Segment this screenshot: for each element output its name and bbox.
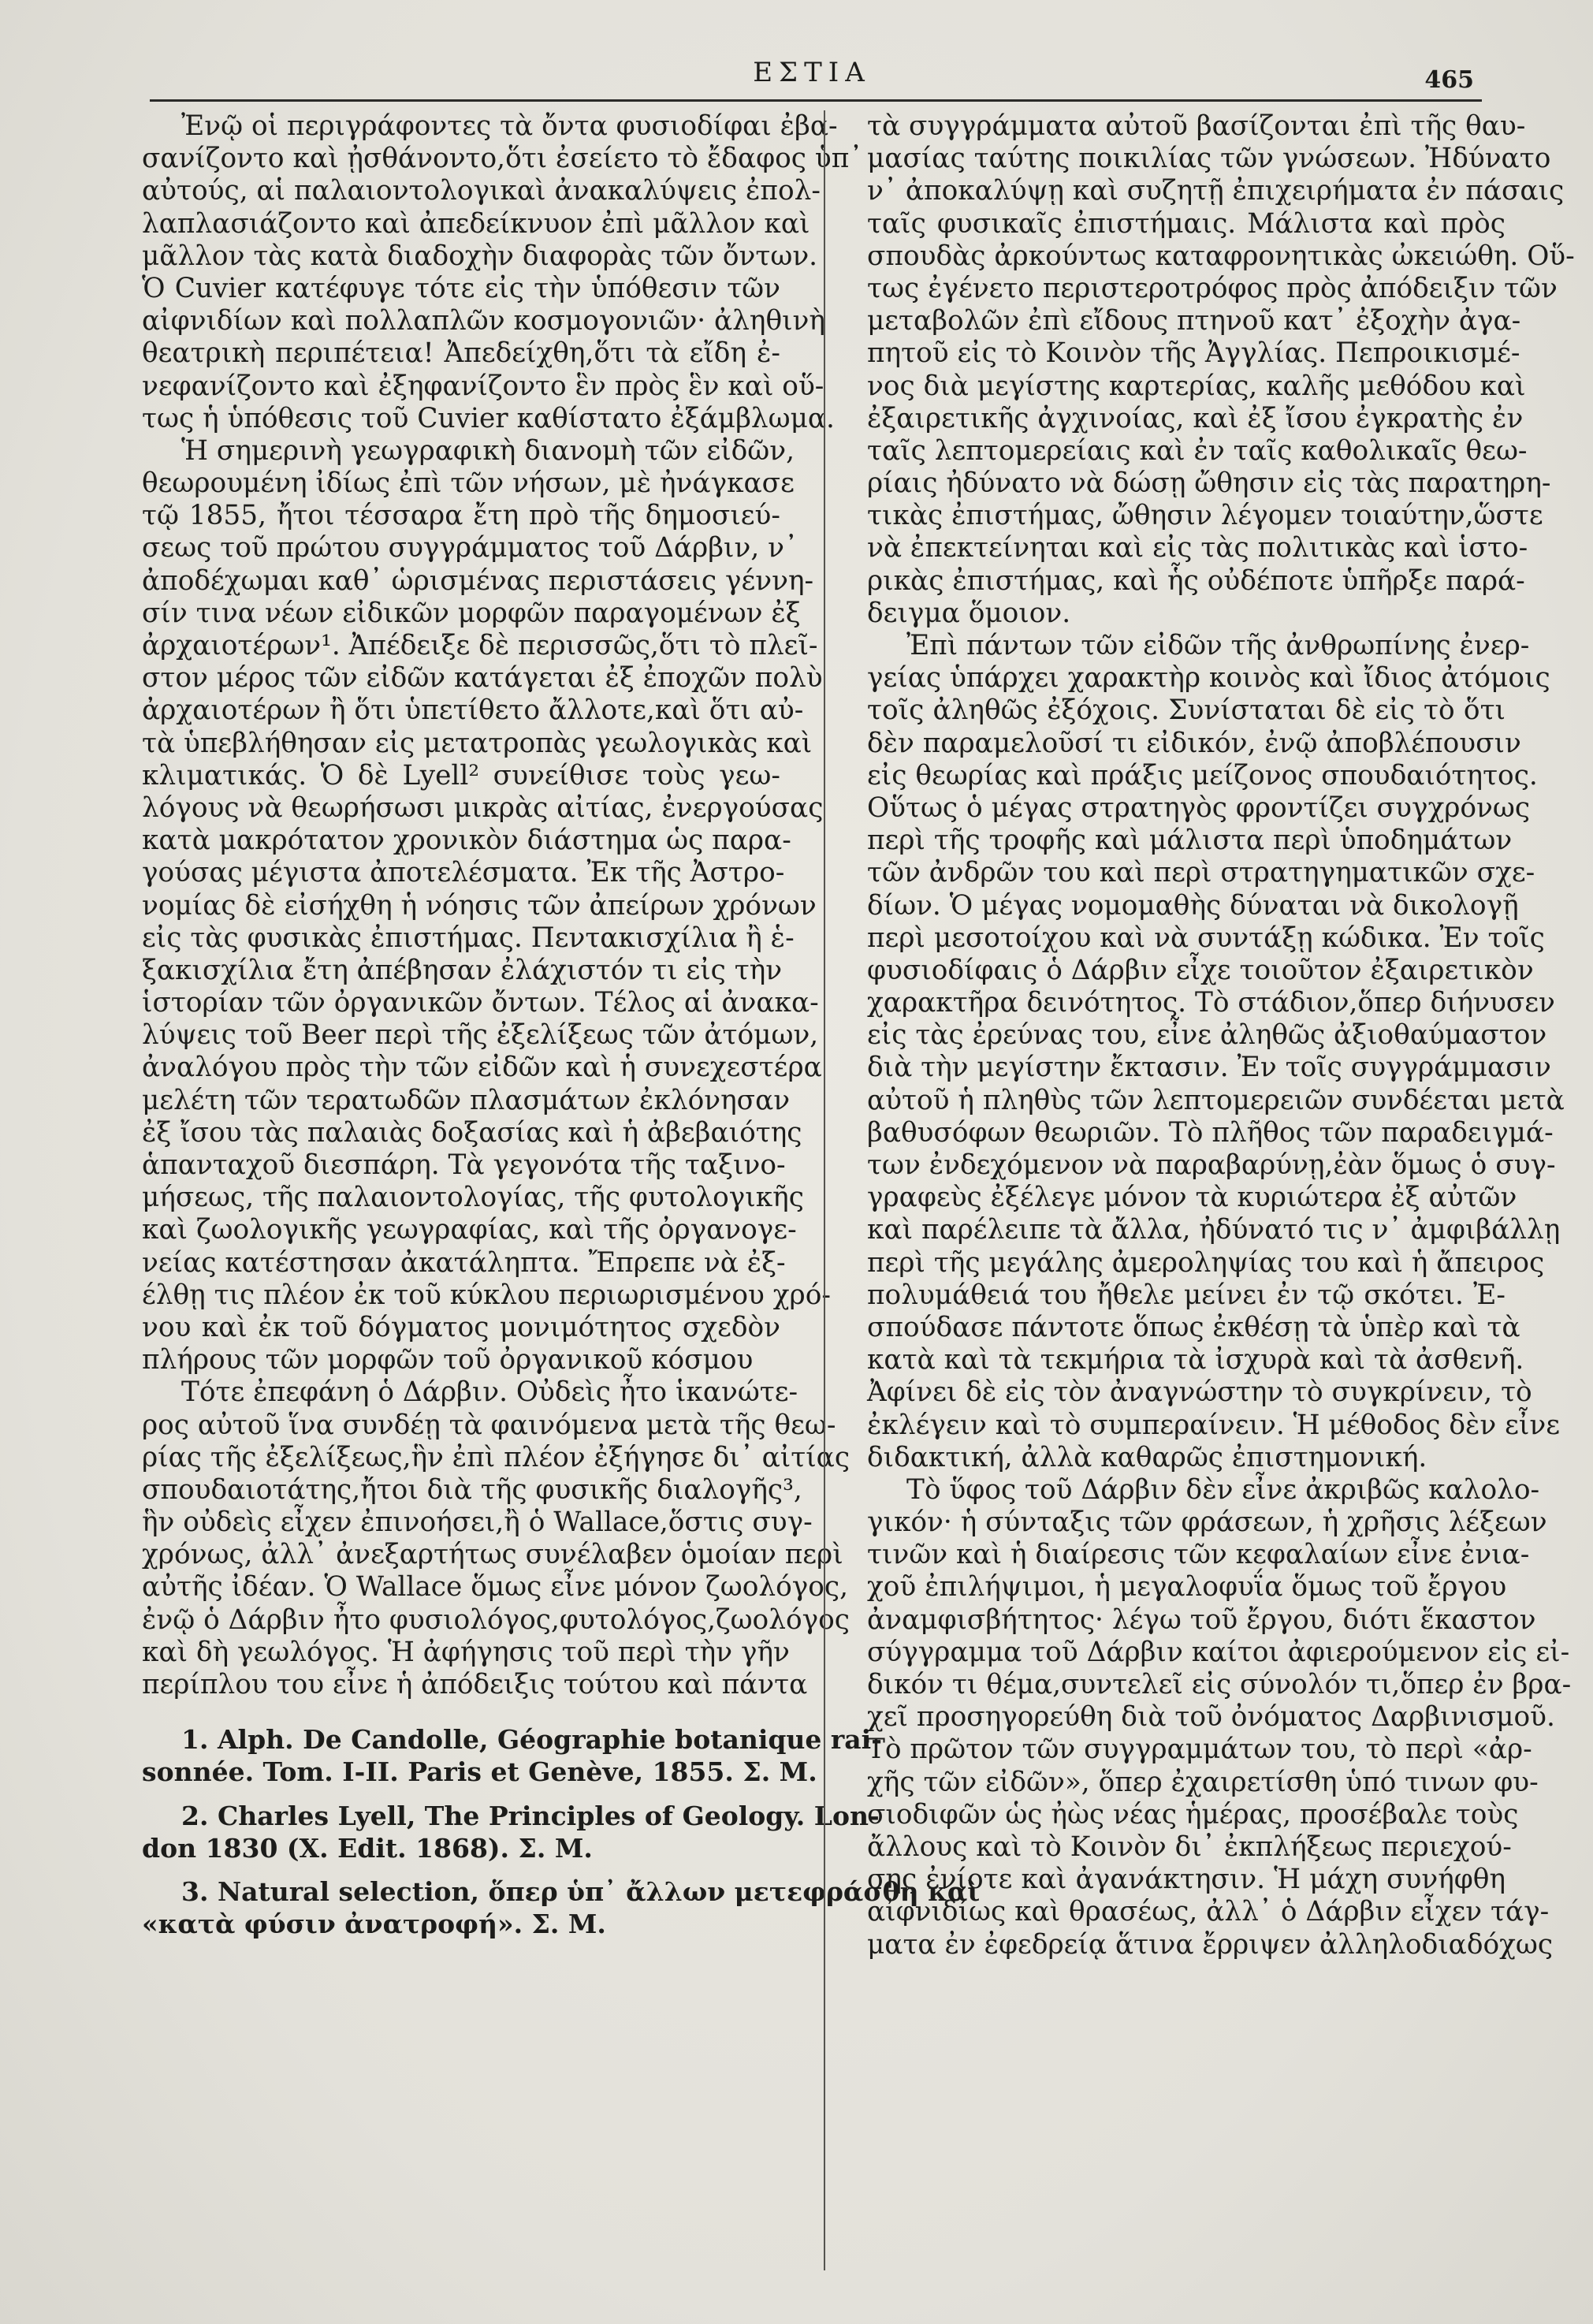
text-line: Ἐνῷ οἱ περιγράφοντες τὰ ὄντα φυσιοδίφαι ἐβα- (181, 110, 838, 142)
text-line: ἄλλους καὶ τὸ Κοινὸν δι᾿ ἐκπλήξεως περιεχού- (867, 1831, 1512, 1863)
text-line: Ἀφίνει δὲ εἰς τὸν ἀναγνώστην τὸ συγκρίνειν, τὸ (867, 1376, 1532, 1409)
text-line: ἣν οὐδεὶς εἶχεν ἐπινοήσει,ἢ ὁ Wallace,ὅστις συγ- (142, 1507, 813, 1539)
text-line: περὶ μεσοτοίχου καὶ νὰ συντάξῃ κώδικα. Ἐν τοῖς (867, 922, 1545, 954)
footnote-line: 1. Alph. De Candolle, Géographie botanique rai- (181, 1724, 882, 1756)
text-line: νεφανίζοντο καὶ ἐξηφανίζοντο ἓν πρὸς ἓν καὶ οὕ- (142, 370, 824, 402)
text-line: χρόνως, ἀλλ᾿ ἀνεξαρτήτως συνέλαβεν ὁμοίαν περὶ (142, 1539, 843, 1571)
footnote-line: sonnée. Tom. I-II. Paris et Genève, 1855. Σ. Μ. (142, 1756, 817, 1788)
text-line: περίπλου του εἶνε ἡ ἀπόδειξις τούτου καὶ πάντα (142, 1669, 808, 1700)
text-line: ματα ἐν ἐφεδρείᾳ ἅτινα ἔρριψεν ἀλληλοδιαδόχως (867, 1928, 1554, 1961)
footnote-line: 3. Natural selection, ὅπερ ὑπ᾿ ἄλλων μετεφράσθη καὶ (181, 1876, 981, 1907)
text-line: νὰ ἐπεκτείνηται καὶ εἰς τὰς πολιτικὰς καὶ ἱστο- (867, 532, 1528, 564)
text-line: των ἐνδεχόμενον νὰ παραβαρύνῃ,ἐὰν ὅμως ὁ συγ- (867, 1149, 1556, 1181)
text-line: τὰ ὑπεβλήθησαν εἰς μετατροπὰς γεωλογικὰς καὶ (142, 727, 813, 759)
text-line: κατὰ μακρότατον χρονικὸν διάστημα ὡς παρα- (142, 825, 791, 857)
text-line: αἰφνιδίων καὶ πολλαπλῶν κοσμογονιῶν· ἀληθινὴ (142, 305, 825, 337)
text-line: τως ἡ ὑπόθεσις τοῦ Cuvier καθίστατο ἐξάμβλωμα. (142, 402, 835, 434)
text-line: νου καὶ ἐκ τοῦ δόγματος μονιμότητος σχεδὸν (142, 1311, 780, 1343)
text-line: λόγους νὰ θεωρήσωσι μικρὰς αἰτίας, ἐνεργούσας (142, 791, 824, 824)
text-line: ἀναμφισβήτητος· λέγω τοῦ ἔργου, διότι ἕκαστον (867, 1603, 1536, 1636)
text-line: μεταβολῶν ἐπὶ εἴδους πτηνοῦ κατ᾿ ἐξοχὴν ἀγα- (867, 305, 1521, 337)
text-line: πλήρους τῶν μορφῶν τοῦ ὀργανικοῦ κόσμου (142, 1344, 754, 1376)
text-line: σπουδὰς ἀρκούντως καταφρονητικὰς ὠκειώθη. Οὕ- (867, 240, 1575, 272)
text-line: τινῶν καὶ ἡ διαίρεσις τῶν κεφαλαίων εἶνε ἐνια- (867, 1539, 1530, 1571)
text-line: κατὰ καὶ τὰ τεκμήρια τὰ ἰσχυρὰ καὶ τὰ ἀσθενῆ. (867, 1344, 1524, 1376)
text-line: αἰφνιδίως καὶ θρασέως, ἀλλ᾿ ὁ Δάρβιν εἶχεν τάγ- (867, 1896, 1550, 1928)
text-line: ρίας τῆς ἐξελίξεως,ἣν ἐπὶ πλέον ἐξήγησε δι᾿ αἰτίας (142, 1441, 850, 1473)
text-line: ν᾿ ἀποκαλύψῃ καὶ συζητῇ ἐπιχειρήματα ἐν πάσαις (867, 175, 1565, 207)
text-line: σύγγραμμα τοῦ Δάρβιν καίτοι ἀφιερούμενον εἰς εἰ- (867, 1636, 1570, 1668)
footnote-line: don 1830 (X. Edit. 1868). Σ. Μ. (142, 1832, 593, 1864)
text-line: τῷ 1855, ἤτοι τέσσαρα ἔτη πρὸ τῆς δημοσιεύ- (142, 500, 780, 532)
footnote-gap (142, 1864, 780, 1875)
text-line: γούσας μέγιστα ἀποτελέσματα. Ἐκ τῆς Ἀστρο- (142, 857, 785, 889)
page-number: 465 (1424, 66, 1474, 94)
text-line: χαρακτῆρα δεινότητος. Τὸ στάδιον,ὅπερ διήνυσεν (867, 987, 1555, 1019)
text-line: νείας κατέστησαν ἀκατάληπτα. Ἔπρεπε νὰ ἐξ- (142, 1246, 786, 1279)
text-line: ρίαις ἠδύνατο νὰ δώσῃ ὤθησιν εἰς τὰς παρατηρη- (867, 467, 1551, 500)
text-line: τικὰς ἐπιστήμας, ὤθησιν λέγομεν τοιαύτην,ὥστε (867, 500, 1543, 532)
text-line: βαθυσόφων θεωριῶν. Τὸ πλῆθος τῶν παραδειγμά- (867, 1116, 1554, 1149)
text-line: στον μέρος τῶν εἰδῶν κατάγεται ἐξ ἐποχῶν πολὺ (142, 662, 823, 695)
text-line: πολυμάθειά του ἤθελε μείνει ἐν τῷ σκότει. Ἐ- (867, 1279, 1506, 1311)
text-line: νομίας δὲ εἰσήχθη ἡ νόησις τῶν ἀπείρων χρόνων (142, 889, 817, 922)
text-line: εἰς τὰς ἐρεύνας του, εἶνε ἀληθῶς ἀξιοθαύμαστον (867, 1019, 1547, 1052)
text-line: σπουδαιοτάτης,ἤτοι διὰ τῆς φυσικῆς διαλογῆς³, (142, 1473, 802, 1506)
page-header (150, 49, 1474, 96)
right-column (867, 110, 1575, 1961)
text-line: θεατρικὴ περιπέτεια! Ἀπεδείχθη,ὅτι τὰ εἴδη ἐ- (142, 337, 780, 370)
text-line: καὶ δὴ γεωλόγος. Ἡ ἀφήγησις τοῦ περὶ τὴν γῆν (142, 1636, 790, 1668)
text-line: ἐξ ἴσου τὰς παλαιὰς δοξασίας καὶ ἡ ἀβεβαιότης (142, 1116, 802, 1149)
text-line: δίων. Ὁ μέγας νομομαθὴς δύναται νὰ δικολογῇ (867, 889, 1519, 922)
text-line: ἀποδέχωμαι καθ᾿ ὡρισμένας περιστάσεις γέννη- (142, 564, 814, 597)
text-line: χοῦ ἐπιλήψιμοι, ἡ μεγαλοφυΐα ὅμως τοῦ ἔργου (867, 1571, 1507, 1603)
text-line: ξακισχίλια ἔτη ἀπέβησαν ἐλάχιστόν τι εἰς τὴν (142, 954, 783, 986)
text-line: ταῖς λεπτομερείαις καὶ ἐν ταῖς καθολικαῖς θεω- (867, 434, 1528, 467)
text-line: τως ἐγένετο περιστεροτρόφος πρὸς ἀπόδειξιν τῶν (867, 272, 1558, 304)
text-line: σίν τινα νέων εἰδικῶν μορφῶν παραγομένων ἐξ (142, 597, 801, 629)
text-line: καὶ παρέλειπε τὰ ἄλλα, ἠδύνατό τις ν᾿ ἀμφιβάλλῃ (867, 1214, 1561, 1246)
text-line: πητοῦ εἰς τὸ Κοινὸν τῆς Ἀγγλίας. Πεπροικισμέ- (867, 337, 1520, 370)
text-line: ἀρχαιοτέρων ἢ ὅτι ὑπετίθετο ἄλλοτε,καὶ ὅτι αὐ- (142, 695, 804, 727)
text-line: δὲν παραμελοῦσί τι εἰδικόν, ἐνῷ ἀποβλέπουσιν (867, 727, 1521, 759)
text-line: Τότε ἐπεφάνη ὁ Δάρβιν. Οὐδεὶς ἦτο ἱκανώτε- (181, 1376, 798, 1409)
text-line: τοῖς ἀληθῶς ἐξόχοις. Συνίσταται δὲ εἰς τὸ ὅτι (867, 695, 1506, 727)
text-line: περὶ τῆς τροφῆς καὶ μάλιστα περὶ ὑποδημάτων (867, 825, 1513, 857)
text-line: διὰ τὴν μεγίστην ἔκτασιν. Ἐν τοῖς συγγράμμασιν (867, 1052, 1551, 1084)
text-line: γραφεὺς ἐξέλεγε μόνον τὰ κυριώτερα ἐξ αὐτῶν (867, 1182, 1517, 1214)
text-line: λύψεις τοῦ Beer περὶ τῆς ἐξελίξεως τῶν ἀτόμων, (142, 1019, 819, 1052)
text-line: σεως τοῦ πρώτου συγγράμματος τοῦ Δάρβιν, ν᾿ (142, 532, 798, 564)
text-line: Ἡ σημερινὴ γεωγραφικὴ διανομὴ τῶν εἰδῶν, (181, 434, 795, 467)
text-line: καὶ ζωολογικῆς γεωγραφίας, καὶ τῆς ὀργανογε- (142, 1214, 797, 1246)
text-line: σανίζοντο καὶ ᾐσθάνοντο,ὅτι ἐσείετο τὸ ἔδαφος ὑπ᾿ (142, 143, 863, 175)
text-line: ἀρχαιοτέρων¹. Ἀπέδειξε δὲ περισσῶς,ὅτι τὸ πλεῖ- (142, 630, 818, 661)
text-line: ἐνῷ ὁ Δάρβιν ἦτο φυσιολόγος,φυτολόγος,ζωολόγος (142, 1603, 850, 1636)
text-line: ἐξαιρετικῆς ἀγχινοίας, καὶ ἐξ ἴσου ἐγκρατὴς ἐν (867, 402, 1524, 434)
text-line: δειγμα ὅμοιον. (867, 597, 1071, 629)
text-line: γείας ὑπάρχει χαρακτὴρ κοινὸς καὶ ἴδιος ἀτόμοις (867, 662, 1550, 695)
text-line: Τὸ ὕφος τοῦ Δάρβιν δὲν εἶνε ἀκριβῶς καλολο- (906, 1473, 1540, 1506)
text-line: λαπλασιάζοντο καὶ ἀπεδείκνυον ἐπὶ μᾶλλον καὶ (142, 207, 810, 240)
text-line: αὐτῆς ἰδέαν. Ὁ Wallace ὅμως εἶνε μόνον ζωολόγος, (142, 1571, 848, 1603)
text-line: ρος αὐτοῦ ἵνα συνδέῃ τὰ φαινόμενα μετὰ τῆς θεω- (142, 1409, 836, 1441)
text-line: εἰς θεωρίας καὶ πράξις μείζονος σπουδαιότητος. (867, 759, 1538, 791)
text-line: αὐτούς, αἱ παλαιοντολογικαὶ ἀνακαλύψεις ἐπολ- (142, 175, 821, 207)
footnote-line: «κατὰ φύσιν ἀνατροφή». Σ. Μ. (142, 1909, 606, 1940)
text-line: ταῖς φυσικαῖς ἐπιστήμαις. Μάλιστα καὶ πρὸς (867, 207, 1506, 240)
footnote-gap (142, 1789, 780, 1800)
text-line: σπούδασε πάντοτε ὅπως ἐκθέσῃ τὰ ὑπὲρ καὶ τὰ (867, 1311, 1520, 1343)
text-line: Ὁ Cuvier κατέφυγε τότε εἰς τὴν ὑπόθεσιν τῶν (142, 272, 780, 304)
text-line: θεωρουμένη ἰδίως ἐπὶ τῶν νήσων, μὲ ἠνάγκασε (142, 467, 795, 500)
text-line: τὰ συγγράμματα αὐτοῦ βασίζονται ἐπὶ τῆς θαυ- (867, 110, 1526, 142)
text-line: Ἐπὶ πάντων τῶν εἰδῶν τῆς ἀνθρωπίνης ἐνερ- (906, 630, 1530, 661)
text-line: ἐκλέγειν καὶ τὸ συμπεραίνειν. Ἡ μέθοδος δὲν εἶνε (867, 1409, 1560, 1441)
text-line: νος διὰ μεγίστης καρτερίας, καλῆς μεθόδου καὶ (867, 370, 1526, 402)
text-line: ἁπανταχοῦ διεσπάρη. Τὰ γεγονότα τῆς ταξινο- (142, 1149, 786, 1181)
text-line: μᾶλλον τὰς κατὰ διαδοχὴν διαφορὰς τῶν ὄντων. (142, 240, 818, 272)
text-line: κλιματικάς. Ὁ δὲ Lyell² συνείθισε τοὺς γεω- (142, 759, 780, 791)
text-line: αὐτοῦ ἡ πληθὺς τῶν λεπτομερειῶν συνδέεται μετὰ (867, 1084, 1565, 1116)
text-line: εἰς τὰς φυσικὰς ἐπιστήμας. Πεντακισχίλια ἢ ἑ- (142, 922, 795, 954)
text-line: έλθῃ τις πλέον ἐκ τοῦ κύκλου περιωρισμένου χρό- (142, 1279, 831, 1311)
text-line: μασίας ταύτης ποικιλίας τῶν γνώσεων. Ἠδύνατο (867, 143, 1551, 175)
text-line: ἱστορίαν τῶν ὀργανικῶν ὄντων. Τέλος αἱ ἀνακα- (142, 987, 819, 1019)
text-line: Οὕτως ὁ μέγας στρατηγὸς φροντίζει συγχρόνως (867, 791, 1531, 824)
text-line: χεῖ προσηγορεύθη διὰ τοῦ ὀνόματος Δαρβινισμοῦ. (867, 1701, 1555, 1734)
text-line: τῶν ἀνδρῶν του καὶ περὶ στρατηγηματικῶν σχε- (867, 857, 1535, 889)
text-line: δικόν τι θέμα,συντελεῖ εἰς σύνολόν τι,ὅπερ ἐν βρα- (867, 1669, 1572, 1700)
text-line: Τὸ πρῶτον τῶν συγγραμμάτων του, τὸ περὶ «ἀρ- (867, 1734, 1532, 1766)
footnote-line: 2. Charles Lyell, The Principles of Geology. Lon- (181, 1800, 880, 1831)
text-line: ρικὰς ἐπιστήμας, καὶ ἧς οὐδέποτε ὑπῆρξε παρά- (867, 564, 1525, 597)
header-rule (150, 99, 1482, 102)
column-divider (824, 110, 825, 2270)
text-line: μήσεως, τῆς παλαιοντολογίας, τῆς φυτολογικῆς (142, 1182, 804, 1214)
running-title: ΕΣΤΙΑ (753, 57, 871, 88)
text-line: γικόν· ἡ σύνταξις τῶν φράσεων, ἡ χρῆσις λέξεων (867, 1507, 1547, 1539)
text-line: σης ἐνίοτε καὶ ἀγανάκτησιν. Ἡ μάχη συνήφθη (867, 1864, 1506, 1896)
text-line: μελέτη τῶν τερατωδῶν πλασμάτων ἐκλόνησαν (142, 1084, 791, 1116)
footnote-separator (142, 1701, 780, 1723)
text-line: ἀναλόγου πρὸς τὴν τῶν εἰδῶν καὶ ἡ συνεχεστέρα (142, 1052, 822, 1084)
text-line: χῆς τῶν εἰδῶν», ὅπερ ἐχαιρετίσθη ὑπό τινων φυ- (867, 1766, 1539, 1798)
text-line: περὶ τῆς μεγάλης ἀμεροληψίας του καὶ ἡ ἄπειρος (867, 1246, 1545, 1279)
text-line: σιοδιφῶν ὡς ἠὼς νέας ἡμέρας, προσέβαλε τοὺς (867, 1798, 1519, 1831)
text-line: φυσιοδίφαις ὁ Δάρβιν εἶχε τοιοῦτον ἐξαιρετικὸν (867, 954, 1534, 986)
text-line: διδακτική, ἀλλὰ καθαρῶς ἐπιστημονική. (867, 1441, 1427, 1473)
